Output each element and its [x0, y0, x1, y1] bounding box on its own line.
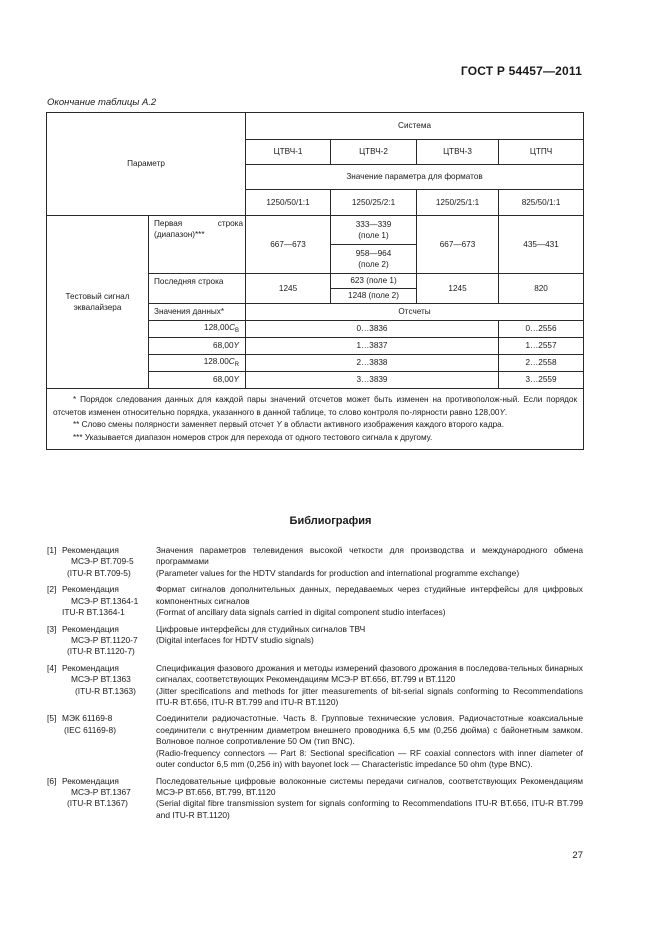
bib-description: Соединители радиочастотные. Часть 8. Групповые технические условия. Радиочастотные коаксиальные соединители с внутренним диаметром внешнего проводника 6,5 мм (0,256 дюйма) с байонетным замком. Волновое полное сопротивление 50 Ом (тип BNC). (Radio-frequency connectors — Part 8: Sectional specification — RF coaxial connectors with inner diameter of outer conductor 6,5 mm (0,256 in) with bayonet lock — Characteristic impedance 50 ohm (type BNC).	[156, 713, 583, 770]
bib-description: Значения параметров телевидения высокой четкости для производства и международного обмена программами (Parameter values for the HDTV standards for production and international programme exchange)	[156, 545, 583, 578]
last-row-label: Последняя строка	[149, 274, 246, 304]
page-number: 27	[572, 850, 583, 861]
last-row-value: 1245	[417, 274, 499, 304]
system-name: ЦТПЧ	[499, 140, 584, 165]
sample-range: 3…2559	[499, 372, 584, 389]
last-row-value-field1: 623 (поле 1)	[331, 274, 417, 289]
last-row-value-field2: 1248 (поле 2)	[331, 289, 417, 304]
sample-range: 0…3836	[246, 321, 499, 338]
bib-reference: МЭК 61169-8 (IEC 61169-8)	[62, 713, 116, 735]
table-notes	[47, 389, 584, 450]
document-code: ГОСТ Р 54457—2011	[460, 64, 582, 78]
list-item	[47, 545, 583, 579]
data-value: $128,00C_B$	[149, 321, 246, 338]
table-caption: Окончание таблицы А.2	[47, 97, 157, 108]
list-item	[47, 663, 583, 709]
note-2: ** Слово смены полярности заменяет первый отсчет Y в области активного изображения каждого второго кадра.	[73, 420, 504, 430]
sample-range: 1…2557	[499, 338, 584, 355]
data-value: 68,00Y	[149, 338, 246, 355]
sample-range: 0…2556	[499, 321, 584, 338]
sample-range: 1…3837	[246, 338, 499, 355]
group-label: Тестовый сигнал эквалайзера	[47, 216, 149, 389]
sample-range: 3…3839	[246, 372, 499, 389]
sample-range: 2…3838	[246, 355, 499, 372]
last-row-value: 1245	[246, 274, 331, 304]
data-value: $128.00C_R$	[149, 355, 246, 372]
format-header: Значение параметра для форматов	[246, 165, 584, 190]
bib-reference: Рекомендация МСЭ-Р ВТ.1120-7 (ITU-R BT.1120-7)	[62, 623, 138, 657]
list-item	[47, 776, 583, 822]
bibliography-title: Библиография	[289, 515, 372, 527]
first-row-value: 667—673	[417, 216, 499, 274]
bib-description: Последовательные цифровые волоконные системы передачи сигналов, соответствующих Рекомендациям МСЭ-Р ВТ.656, ВТ.799, ВТ.1120 (Serial digital fibre transmission system for signals conforming to Recommendations ITU-R BT.656, ITU-R BT.799 and ITU-R BT.1120)	[156, 775, 583, 820]
list-item	[47, 624, 583, 658]
first-row-value: 435—431	[499, 216, 584, 274]
format-name: 1250/25/2:1	[331, 190, 417, 216]
bib-description: Цифровые интерфейсы для студийных сигналов ТВЧ (Digital interfaces for HDTV studio signals)	[156, 623, 366, 645]
param-header: Параметр	[47, 113, 246, 216]
last-row-value: 820	[499, 274, 584, 304]
system-name: ЦТВЧ-1	[246, 140, 331, 165]
counts-label: Отсчеты	[246, 304, 584, 321]
data-value: 68,00Y	[149, 372, 246, 389]
format-name: 825/50/1:1	[499, 190, 584, 216]
system-header: Система	[246, 113, 584, 140]
data-values-label: Значения данных*	[149, 304, 246, 321]
list-item	[47, 584, 583, 618]
parameters-table	[46, 112, 584, 450]
bib-number: [5]	[47, 713, 57, 724]
first-row-value-field1: 333—339 (поле 1)	[331, 216, 417, 245]
format-name: 1250/25/1:1	[417, 190, 499, 216]
bib-reference: Рекомендация МСЭ-Р ВТ.1364-1 ITU-R BT.1364-1	[62, 584, 139, 618]
bib-description: Спецификация фазового дрожания и методы измерений фазового дрожания в последова-тельных бинарных сигналах, соответствующих Рекомендациям МСЭ-Р ВТ.656, ВТ.799 и ВТ.1120 (Jitter specifications and methods for jitter measurements of bit-serial signals conforming to Recommendations ITU-R BT.656, ITU-R BT.799 and ITU-R BT.1120)	[156, 662, 583, 708]
bibliography-list	[47, 545, 583, 826]
bib-number: [2]	[47, 584, 57, 595]
bib-reference: Рекомендация МСЭ-Р ВТ.709-5 (ITU-R BT.709-5)	[62, 545, 134, 578]
sample-range: 2…2558	[499, 355, 584, 372]
bib-number: [6]	[47, 775, 57, 786]
first-row-value: 667—673	[246, 216, 331, 274]
bib-number: [3]	[47, 623, 57, 634]
list-item	[47, 713, 583, 770]
first-row-value-field2: 958—964 (поле 2)	[331, 245, 417, 274]
bib-reference: Рекомендация МСЭ-Р ВТ.1363 (ITU-R BT.1363)	[62, 662, 136, 696]
bib-description: Формат сигналов дополнительных данных, передаваемых через студийные интерфейсы для цифровых компонентных сигналов (Format of ancillary data signals carried in digital component studio interfaces)	[156, 584, 583, 618]
system-name: ЦТВЧ-2	[331, 140, 417, 165]
first-row-label: Первая строка (диапазон)***	[149, 216, 246, 274]
note-3: *** Указывается диапазон номеров строк для перехода от одного тестового сигнала к другому.	[73, 433, 433, 443]
note-1: * Порядок следования данных для каждой пары значений отсчетов может быть изменен на противополож-ный. Если порядок отсчетов изменен относительно порядка, указанного в данной таблице, то слово контроля по-лярности равно 128,00Y.	[53, 395, 578, 417]
format-name: 1250/50/1:1	[246, 190, 331, 216]
system-name: ЦТВЧ-3	[417, 140, 499, 165]
bib-number: [4]	[47, 662, 57, 673]
bib-number: [1]	[47, 545, 57, 555]
bib-reference: Рекомендация МСЭ-Р ВТ.1367 (ITU-R BT.1367)	[62, 775, 131, 809]
